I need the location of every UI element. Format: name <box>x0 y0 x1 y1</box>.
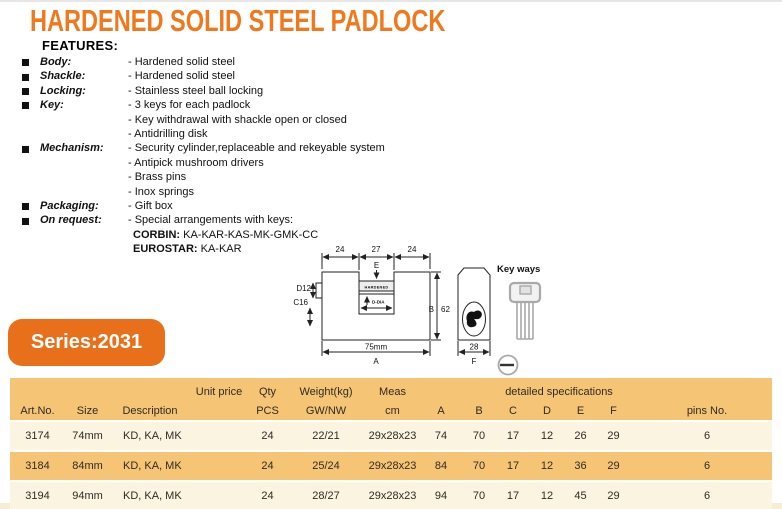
table-header <box>10 378 772 420</box>
feature-value: - Stainless steel ball locking <box>128 84 264 97</box>
page-title: HARDENED SOLID STEEL PADLOCK <box>30 3 446 38</box>
label-hardened: HARDENED <box>364 285 389 290</box>
spec-e: 26 <box>574 430 587 442</box>
feature-label: Body: <box>40 56 72 68</box>
feature-value: - 3 keys for each padlock <box>128 99 251 112</box>
description: KD, KA, MK <box>123 460 182 472</box>
meas: 29x28x23 <box>368 460 417 472</box>
pins: 6 <box>703 430 711 442</box>
col-art-no: Art.No. <box>20 405 55 417</box>
art-no: 3194 <box>25 490 50 502</box>
spec-f: 29 <box>607 490 620 502</box>
keyway-illustration <box>499 283 541 375</box>
spec-d: 12 <box>540 490 554 502</box>
feature-row <box>22 98 472 112</box>
weight: 22/21 <box>312 430 340 442</box>
feature-row <box>22 199 472 213</box>
feature-row <box>22 213 472 227</box>
key-shaft <box>517 302 533 339</box>
col-gwnw: GW/NW <box>305 405 347 417</box>
size: 94mm <box>72 490 103 502</box>
label-e: E <box>373 261 380 270</box>
col-size: Size <box>76 405 99 417</box>
art-no: 3174 <box>25 430 50 442</box>
spec-e: 45 <box>574 490 587 502</box>
spec-c: 17 <box>506 430 520 442</box>
description: KD, KA, MK <box>123 490 182 502</box>
feature-row <box>22 170 472 184</box>
col-cm: cm <box>385 405 400 417</box>
label-d12: D12 <box>296 284 311 293</box>
spec-e: 36 <box>574 460 587 472</box>
table-row <box>10 420 772 450</box>
col-weight: Weight(kg) <box>299 385 353 398</box>
spec-b: 70 <box>472 490 486 502</box>
meas: 29x28x23 <box>368 430 417 442</box>
spec-a: 94 <box>434 490 448 502</box>
top-divider <box>0 0 782 2</box>
feature-label: Packaging: <box>40 200 99 213</box>
dim-top-mid: 27 <box>371 245 381 254</box>
key-arrangement <box>128 228 472 242</box>
pins: 6 <box>703 460 711 472</box>
dim-top-right: 24 <box>407 245 417 254</box>
feature-row <box>22 55 472 69</box>
spec-f: 29 <box>607 430 620 442</box>
feature-label: Locking: <box>40 84 86 97</box>
series-badge: Series:2031 <box>8 319 165 366</box>
spec-a: 84 <box>434 460 448 472</box>
brand-name: EUROSTAR: <box>133 243 198 256</box>
spec-f: 29 <box>607 460 620 472</box>
label-f: F <box>471 357 477 366</box>
bullet-square-icon <box>22 146 29 153</box>
label-d-dia: D-DIA <box>372 299 385 305</box>
feature-value: - Hardened solid steel <box>128 56 236 68</box>
bullet-square-icon <box>22 203 29 210</box>
feature-label: Mechanism: <box>40 142 104 155</box>
qty: 24 <box>261 490 274 502</box>
col-a: A <box>437 405 445 417</box>
feature-label: Key: <box>40 99 64 112</box>
size: 84mm <box>72 460 103 472</box>
feature-row <box>22 113 472 127</box>
label-c16: C16 <box>293 298 308 307</box>
feature-label: Shackle: <box>40 70 86 83</box>
spec-d: 12 <box>540 460 554 472</box>
feature-row <box>22 185 472 199</box>
shackle-end <box>316 283 322 298</box>
keyways-title: Key ways <box>497 264 541 275</box>
col-qty: Qty <box>258 385 277 398</box>
spec-d: 12 <box>540 430 554 442</box>
size: 74mm <box>72 430 103 442</box>
dim-height: 62 <box>441 305 450 314</box>
spec-table <box>10 378 772 509</box>
bullet-square-icon <box>22 88 29 95</box>
bullet-square-icon <box>22 74 29 81</box>
feature-value: - Inox springs <box>128 185 195 198</box>
feature-row <box>22 228 472 242</box>
feature-row <box>22 69 472 83</box>
weight: 25/24 <box>312 460 340 472</box>
label-a: A <box>373 357 379 366</box>
feature-label: On request: <box>40 214 102 227</box>
col-meas: Meas <box>379 385 406 398</box>
bullet-square-icon <box>22 218 29 225</box>
feature-row <box>22 84 472 98</box>
feature-row <box>22 141 472 155</box>
spec-b: 70 <box>472 430 486 442</box>
table-row <box>10 480 772 509</box>
col-c: C <box>509 405 517 417</box>
feature-value: - Antipick mushroom drivers <box>128 156 264 169</box>
col-description: Description <box>122 405 178 417</box>
dim-width: 75mm <box>364 342 388 352</box>
dim-side-width: 28 <box>469 342 479 352</box>
meas: 29x28x23 <box>368 490 417 502</box>
feature-value: - Special arrangements with keys: <box>128 214 294 227</box>
art-no: 3184 <box>25 460 50 472</box>
feature-value: - Gift box <box>128 200 173 213</box>
feature-row <box>22 127 472 141</box>
col-e: E <box>576 405 585 417</box>
brand-codes: KA-KAR <box>197 243 242 256</box>
features-section <box>22 38 472 257</box>
table-row <box>10 450 772 480</box>
feature-value: - Security cylinder,replaceable and rekeyable system <box>128 142 385 155</box>
features-heading: FEATURES: <box>42 38 119 53</box>
padlock-technical-diagram <box>288 242 560 378</box>
col-pins: pins No. <box>686 405 728 417</box>
col-detailed-specifications: detailed specifications <box>505 385 613 398</box>
bullet-square-icon <box>22 59 29 66</box>
bullet-square-icon <box>22 102 29 109</box>
feature-value: - Antidrilling disk <box>128 128 208 141</box>
description: KD, KA, MK <box>123 430 182 442</box>
feature-value: - Brass pins <box>128 171 187 184</box>
qty: 24 <box>261 460 274 472</box>
col-f: F <box>610 405 617 417</box>
weight: 28/27 <box>312 490 340 502</box>
key-head-hole <box>520 286 531 294</box>
spec-c: 17 <box>506 460 520 472</box>
qty: 24 <box>261 430 274 442</box>
dim-top-left: 24 <box>335 245 345 254</box>
feature-value: - Key withdrawal with shackle open or closed <box>128 113 347 126</box>
spec-b: 70 <box>472 460 486 472</box>
col-pcs: PCS <box>256 405 279 417</box>
col-unit-price: Unit price <box>195 385 243 398</box>
col-d: D <box>543 405 551 417</box>
spec-c: 17 <box>506 490 520 502</box>
feature-value: - Hardened solid steel <box>128 70 236 83</box>
col-b: B <box>475 405 483 417</box>
label-b: B <box>428 305 434 314</box>
pins: 6 <box>703 490 711 502</box>
brand-name: CORBIN: <box>133 228 181 241</box>
brand-codes: KA-KAR-KAS-MK-GMK-CC <box>180 228 319 241</box>
spec-a: 74 <box>434 430 448 442</box>
feature-row <box>22 156 472 170</box>
